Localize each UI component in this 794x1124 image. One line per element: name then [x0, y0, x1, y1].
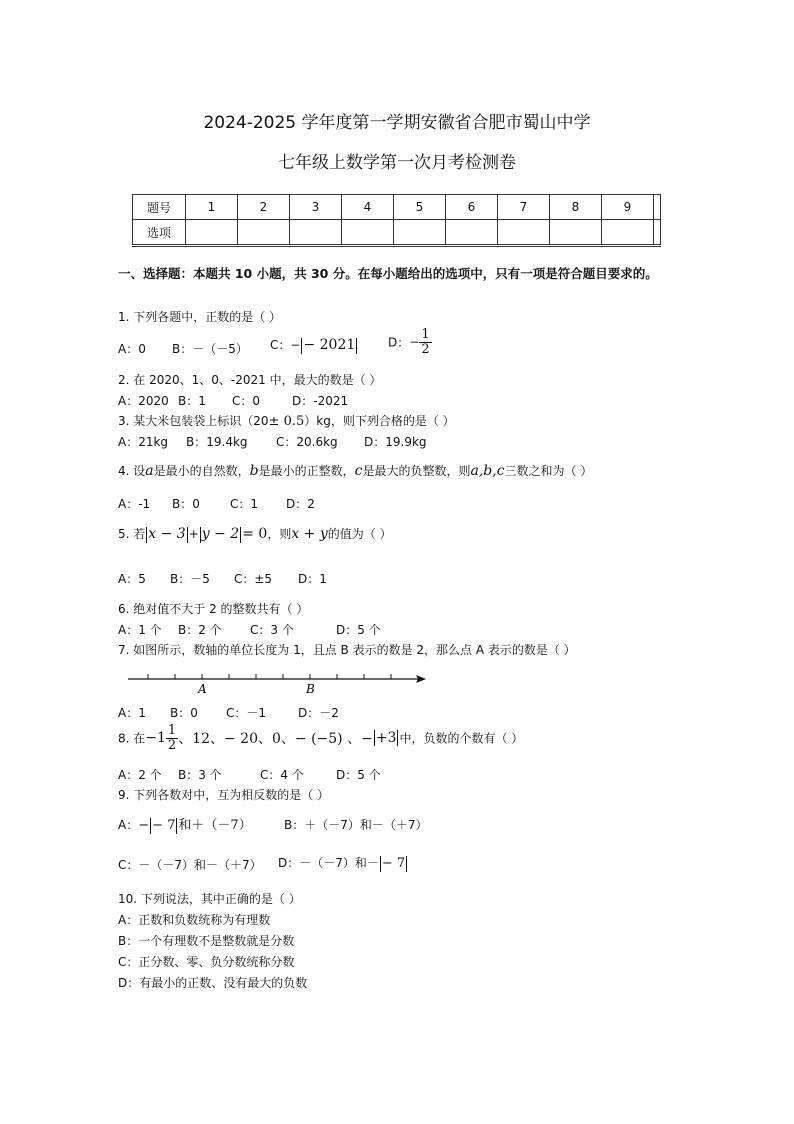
- point-a-label: A: [198, 682, 207, 696]
- q9-option-a: A：− − 7 和＋（－7）: [118, 818, 252, 833]
- section-heading: 一、选择题：本题共 10 小题，共 30 分。在每小题给出的选项中，只有一项是符合题目要求的。: [118, 266, 658, 281]
- q10-option-a: A：正数和负数统称为有理数: [118, 913, 271, 927]
- q7-option-b: B：0: [170, 706, 198, 720]
- q3-option-d: D：19.9kg: [364, 435, 427, 449]
- table-cell-answer[interactable]: [290, 220, 342, 246]
- answer-table-row-options: [133, 220, 661, 246]
- q4-option-b: B：0: [172, 497, 200, 511]
- table-cell-number: 7: [498, 195, 550, 220]
- q9-option-b: B：＋（－7）和－（＋7）: [284, 818, 428, 832]
- q6-option-c: C：3 个: [250, 623, 294, 637]
- table-cell-number: 6: [446, 195, 498, 220]
- q2-option-d: D：-2021: [292, 394, 349, 408]
- q8-option-d: D：5 个: [336, 768, 381, 782]
- q7-option-c: C：－1: [226, 706, 267, 720]
- exam-title-line2: 七年级上数学第一次月考检测卷: [278, 153, 516, 173]
- question-8-stem: 8. 在−1 $\frac{1}{2}$ 、12、− 20、0、− (−5) 、− +3 中，负数的个数有（ ）: [118, 723, 524, 753]
- q6-option-a: A：1 个: [118, 623, 162, 637]
- table-cell-answer[interactable]: [186, 220, 238, 246]
- q1-option-c: C：− − 2021: [270, 337, 356, 353]
- row-label-number: 题号: [133, 195, 186, 220]
- q7-option-a: A：1: [118, 706, 146, 720]
- q8-option-a: A：2 个: [118, 768, 162, 782]
- q1-option-d: D：− $\frac{1}{2}$: [388, 327, 430, 357]
- exam-title-line1: 2024-2025 学年度第一学期安徽省合肥市蜀山中学: [203, 113, 591, 133]
- q5-option-a: A：5: [118, 572, 146, 586]
- table-cell-answer[interactable]: [498, 220, 550, 246]
- answer-table-row-numbers: [133, 195, 661, 220]
- q4-option-a: A：-1: [118, 497, 151, 511]
- q5-option-d: D：1: [298, 572, 327, 586]
- question-7-stem: 7. 如图所示，数轴的单位长度为 1，且点 B 表示的数是 2，那么点 A 表示的数是（ ）: [118, 643, 576, 657]
- question-5-stem: 5. 若 x − 3 + y − 2 = 0，则x + y的值为（ ）: [118, 526, 392, 542]
- q4-option-c: C：1: [230, 497, 259, 511]
- q8-option-b: B：3 个: [178, 768, 222, 782]
- table-cell-answer[interactable]: [342, 220, 394, 246]
- q10-option-c: C：正分数、零、负分数统称分数: [118, 955, 295, 969]
- q5-option-c: C：±5: [234, 572, 273, 586]
- question-9-stem: 9. 下列各数对中，互为相反数的是（ ）: [118, 788, 330, 802]
- table-cell-number: 8: [550, 195, 602, 220]
- q9-option-d: D：－（－7）和－ − 7: [278, 856, 406, 871]
- table-cell-cutoff: [654, 220, 661, 246]
- answer-table: [132, 194, 661, 247]
- q3-option-c: C：20.6kg: [276, 435, 338, 449]
- row-label-option: 选项: [133, 220, 186, 246]
- number-line-ticks: [148, 674, 391, 679]
- q6-option-d: D：5 个: [336, 623, 381, 637]
- q10-option-b: B：一个有理数不是整数就是分数: [118, 934, 295, 948]
- q6-option-b: B：2 个: [178, 623, 222, 637]
- number-line-figure: [124, 666, 434, 696]
- table-cell-answer[interactable]: [238, 220, 290, 246]
- table-cell-cutoff: [654, 195, 661, 220]
- q1-option-a: A：0: [118, 342, 146, 356]
- table-cell-number: 5: [394, 195, 446, 220]
- q2-option-c: C：0: [232, 394, 261, 408]
- table-cell-answer[interactable]: [602, 220, 654, 246]
- question-3-stem: 3. 某大米包装袋上标识（20± 0.5）kg，则下列合格的是（ ）: [118, 414, 455, 429]
- q5-option-b: B：－5: [170, 572, 210, 586]
- table-cell-answer[interactable]: [550, 220, 602, 246]
- question-10-stem: 10. 下列说法，其中正确的是（ ）: [118, 892, 301, 906]
- q1-option-b: B：－（－5）: [172, 342, 248, 356]
- table-cell-number: 1: [186, 195, 238, 220]
- point-b-label: B: [306, 682, 315, 696]
- q3-option-b: B：19.4kg: [186, 435, 248, 449]
- q8-option-c: C：4 个: [260, 768, 304, 782]
- q2-option-b: B：1: [178, 394, 206, 408]
- q10-option-d: D：有最小的正数、没有最大的负数: [118, 976, 308, 990]
- q7-option-d: D：－2: [298, 706, 339, 720]
- question-6-stem: 6. 绝对值不大于 2 的整数共有（ ）: [118, 602, 309, 616]
- table-cell-answer[interactable]: [446, 220, 498, 246]
- question-2-stem: 2. 在 2020、1、0、-2021 中，最大的数是（ ）: [118, 373, 382, 387]
- table-cell-number: 3: [290, 195, 342, 220]
- table-cell-answer[interactable]: [394, 220, 446, 246]
- q2-option-a: A：2020: [118, 394, 169, 408]
- q4-option-d: D：2: [286, 497, 315, 511]
- table-cell-number: 4: [342, 195, 394, 220]
- question-1-stem: 1. 下列各题中，正数的是（ ）: [118, 310, 282, 324]
- question-4-stem: 4. 设a是最小的自然数，b是最小的正整数，c是最大的负整数，则a,b,c三数之和为（ ）: [118, 463, 593, 479]
- table-cell-number: 2: [238, 195, 290, 220]
- q9-option-c: C：－（－7）和－（＋7）: [118, 858, 262, 872]
- q3-option-a: A：21kg: [118, 435, 169, 449]
- table-cell-number: 9: [602, 195, 654, 220]
